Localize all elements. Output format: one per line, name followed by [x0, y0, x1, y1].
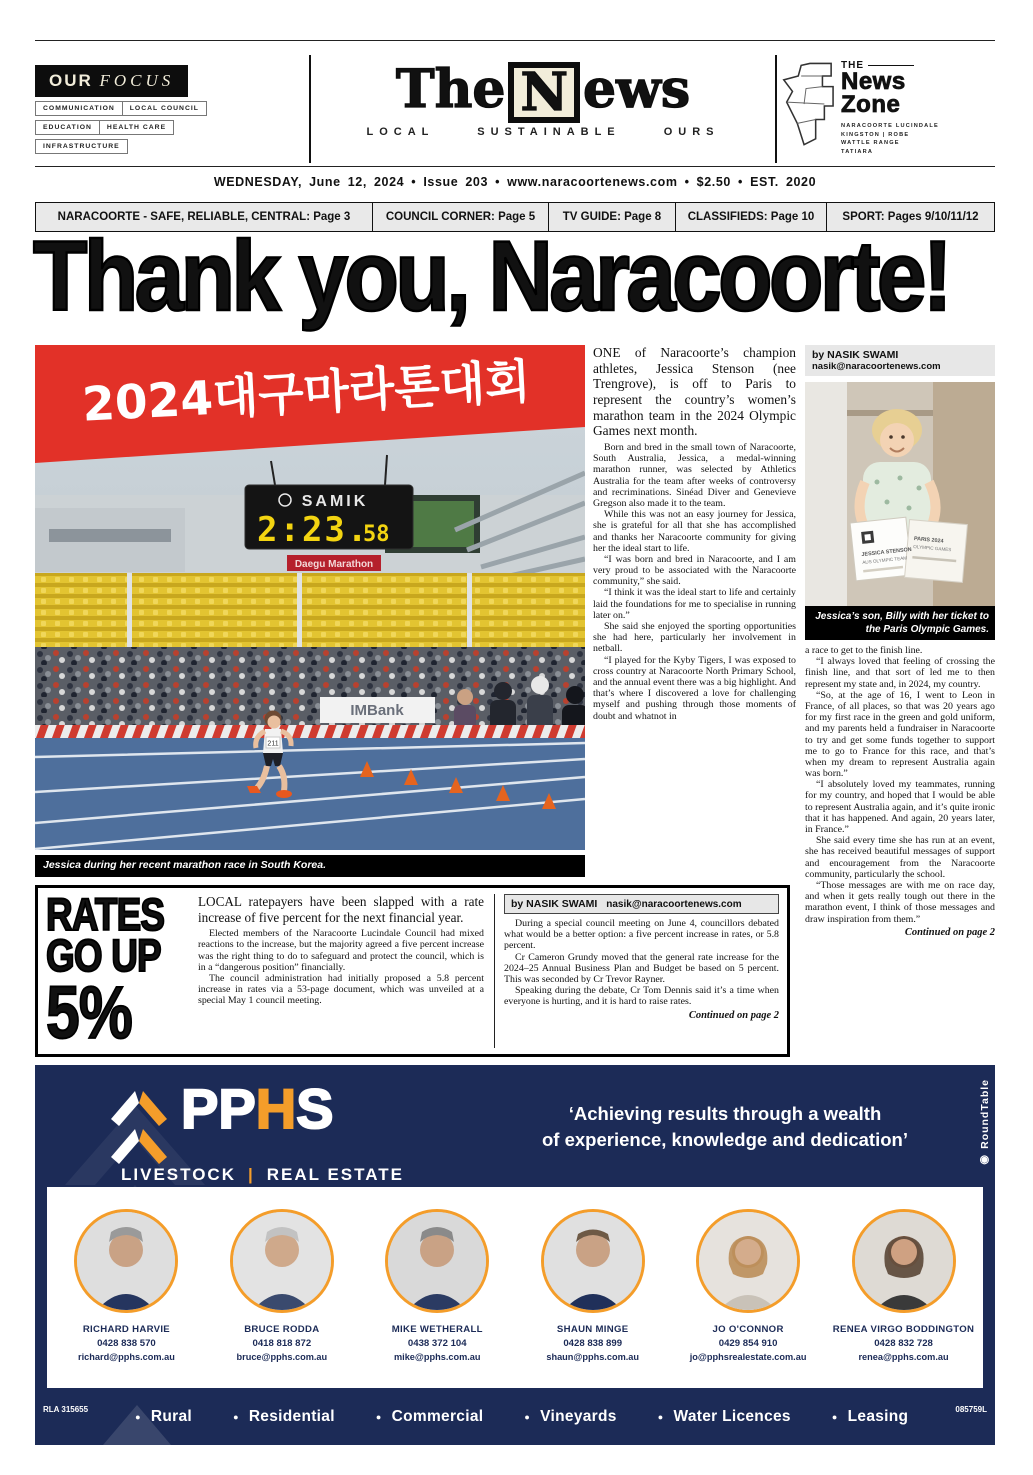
agent-headshot — [385, 1209, 489, 1313]
service-item: ● Rural — [135, 1407, 192, 1425]
agent-card — [50, 1209, 202, 1388]
rates-lede: LOCAL ratepayers have been slapped with a rate increase of five percent for the next financial year. — [198, 894, 484, 925]
divider: | — [247, 1165, 255, 1184]
focus-tag: EDUCATION — [35, 120, 100, 135]
focus-tag: HEALTH CARE — [99, 120, 174, 135]
rates-paragraph: Cr Cameron Grundy moved that the general rate increase for the 2024–25 Annual Business Plan and Budget be based on 5 percent. This was seconded by Cr Trevor Rayner. — [504, 951, 779, 985]
rates-paragraph: Elected members of the Naracoorte Lucindale Council had mixed reactions to the increase, but the majority agreed a five percent increase was the right thing to do to safeguard and protect the council, which is in a “dangerous position” financially. — [198, 928, 484, 973]
newszone-zone: Zone — [841, 90, 901, 118]
clock-time: 2:23. — [257, 510, 370, 550]
bullet-icon: ● — [524, 1411, 531, 1422]
zone-region: TATIARA — [841, 149, 874, 156]
rates-column-1 — [198, 894, 494, 1048]
masthead — [309, 55, 777, 163]
clock-brand: SAMIK — [301, 493, 369, 510]
pphs-chevron-icon — [107, 1081, 171, 1167]
nav-item-tv-guide[interactable]: TV GUIDE: Page 8 — [549, 203, 676, 231]
roundtable-icon: ◉ — [979, 1152, 991, 1167]
ticket-name: JESSICA STENSON — [861, 546, 913, 559]
story-paragraph: a race to get to the finish line. — [805, 645, 923, 656]
nav-item-sport[interactable]: SPORT: Pages 9/10/11/12 — [842, 211, 979, 223]
service-item: ● Leasing — [831, 1407, 909, 1425]
service-item: ● Residential — [233, 1407, 335, 1425]
clock-seconds: 58 — [363, 522, 390, 547]
masthead-tagline: LOCAL SUSTAINABLE OURS — [366, 126, 720, 139]
our-focus-title — [35, 65, 188, 97]
bullet-icon: ● — [831, 1411, 838, 1422]
rates-byline-box — [504, 894, 779, 914]
door — [933, 382, 995, 640]
bullet-icon: ● — [657, 1411, 664, 1422]
ad-code: 085759L — [955, 1405, 987, 1414]
pphs-wordmark: PPHS — [181, 1077, 334, 1140]
agent-card — [672, 1209, 824, 1388]
agent-email[interactable]: bruce@pphs.com.au — [236, 1352, 328, 1362]
top-rule — [35, 40, 995, 41]
agent-headshot — [696, 1209, 800, 1313]
agent-email[interactable]: shaun@pphs.com.au — [546, 1352, 640, 1362]
our-focus-title-light: FOCUS — [99, 71, 175, 90]
masthead-the: The — [395, 59, 506, 120]
story-paragraph: “I played for the Kyby Tigers, I was exposed to cross country at Naracoorte North Primary School, and the annual event there was a big highlight. And that’s where I discovered a love for challenging myself and pushing through those moments of doubt and whatnot in — [593, 654, 796, 722]
story-paragraph: She said she enjoyed the sporting opportunities she had here, particularly her involvement in netball. — [593, 621, 796, 655]
our-focus-title-bold: OUR — [49, 71, 93, 90]
billy-photo-illustration — [805, 382, 995, 640]
agent-headshot — [74, 1209, 178, 1313]
fridge — [805, 382, 847, 640]
story-paragraph: She said every time she has run at an event, she has received beautiful messages of support and encouragement from the Naracoorte community, particularly the school. — [805, 835, 995, 880]
rates-headline-line: RATES — [46, 889, 165, 940]
story-paragraph: While this was not an easy journey for Jessica, she is grateful for all that she has accomplished and thanks her Naracoorte community for giving her the ideal start to life. — [593, 509, 796, 554]
story-paragraph: “So, at the age of 16, I went to Leon in France, of all places, so that was 20 years ago for my first race in the green and gold uniform, and my parents held a fundraiser in Naracoorte to try and get some funds together to support me to go to France for this race, and that’s when my dream to represent Australia again was born.” — [805, 689, 995, 780]
newszone-map-icon — [777, 61, 835, 149]
story-paragraph: “I was born and bred in Naracoorte, and I am very proud to be associated with the Naracoorte community,” she said. — [593, 553, 796, 588]
agent-email[interactable]: renea@pphs.com.au — [858, 1352, 949, 1362]
agent-card — [361, 1209, 513, 1388]
rates-continued-note: Continued on page 2 — [688, 1009, 779, 1021]
focus-tag-row-2 — [35, 116, 309, 135]
byline-email[interactable]: nasik@naracoortenews.com — [812, 361, 941, 372]
focus-tag: INFRASTRUCTURE — [35, 139, 128, 154]
story-column-2 — [805, 345, 995, 1060]
rates-paragraph: During a special council meeting on June 4, councillors debated what would be a better option: a five percent increase in rates, or 5.8 percent. — [504, 918, 779, 952]
agent-name: JO O'CONNOR — [712, 1324, 784, 1335]
division-livestock: LIVESTOCK — [121, 1165, 236, 1184]
agent-phone[interactable]: 0438 372 104 — [407, 1338, 467, 1349]
division-realestate: REAL ESTATE — [266, 1165, 404, 1184]
agent-email[interactable]: jo@pphsrealestate.com.au — [689, 1352, 807, 1362]
clock-tag: Daegu Marathon — [294, 559, 374, 570]
ad-quote: ‘Achieving results through a wealth of experience, knowledge and dedication’ — [542, 1103, 908, 1150]
continued-note: Continued on page 2 — [904, 926, 995, 938]
story-column-1 — [593, 345, 796, 882]
rla-number: RLA 315655 — [43, 1405, 89, 1414]
focus-tag: LOCAL COUNCIL — [122, 101, 207, 116]
newszone-the: THE — [841, 61, 939, 71]
service-item: ● Water Licences — [657, 1407, 791, 1425]
zone-region: KINGSTON | ROBE — [841, 131, 910, 138]
rates-headline-line: GO UP — [46, 930, 161, 982]
nav-item-classifieds[interactable]: CLASSIFIEDS: Page 10 — [676, 203, 827, 231]
story-paragraph: “I always loved that feeling of crossing the finish line, and that sort of led me to then represent my state and, in 2024, my country. — [805, 656, 995, 690]
bullet-icon: ● — [233, 1411, 239, 1422]
roundtable-badge: ◉ RoundTable — [979, 1079, 991, 1167]
billy-photo — [805, 382, 995, 640]
rates-byline-email[interactable]: nasik@naracoortenews.com — [606, 899, 742, 910]
bullet-icon: ● — [375, 1411, 382, 1422]
focus-tag-row-3 — [35, 135, 309, 154]
newszone-text — [841, 61, 939, 157]
ticket-games: OLYMPIC GAMES — [913, 544, 952, 553]
agent-phone[interactable]: 0428 838 570 — [97, 1338, 156, 1349]
service-item: ● Commercial — [375, 1407, 484, 1425]
agent-phone[interactable]: 0429 854 910 — [718, 1338, 778, 1349]
agent-card — [517, 1209, 669, 1388]
zone-region: WATTLE RANGE — [841, 140, 900, 147]
masthead-n-box: N — [508, 62, 580, 123]
pphs-advertisement — [35, 1065, 995, 1445]
agent-headshot — [852, 1209, 956, 1313]
story-paragraph: Born and bred in the small town of Naracoorte, South Australia, Jessica, a medal-winning marathon runner, was selected by Athletics Australia for the team after weeks of controversy and recriminations. Sinéad Diver and Genevieve Gregson also made it to the team. — [593, 442, 796, 509]
dateline: WEDNESDAY, June 12, 2024 • Issue 203 • www.naracoortenews.com • $2.50 • EST. 2020 — [213, 175, 817, 189]
main-photo — [35, 345, 585, 872]
olympic-tickets — [850, 517, 967, 582]
rates-paragraph: The council administration had initially proposed a 5.8 percent increase in rates via a 53-page document, which was unveiled at a special May 1 council meeting. — [198, 972, 484, 1007]
pphs-h: H — [255, 1077, 297, 1140]
rates-byline-author: by NASIK SWAMI — [511, 898, 598, 910]
rates-headline-percent: 5% — [46, 970, 133, 1054]
agent-name: MIKE WETHERALL — [391, 1324, 483, 1335]
ticket-team: AUS OLYMPIC TEAM — [862, 555, 908, 566]
agent-name: RICHARD HARVIE — [82, 1324, 171, 1335]
service-item: ● Vineyards — [524, 1407, 617, 1425]
nav-item-naracoorte[interactable]: NARACOORTE - SAFE, RELIABLE, CENTRAL: Page 3 — [36, 203, 373, 231]
agent-name: SHAUN MINGE — [556, 1324, 629, 1335]
runner-bib: 211 — [267, 740, 279, 748]
agent-name: RENEA VIRGO BODDINGTON — [832, 1324, 975, 1335]
services-list — [94, 1408, 949, 1426]
rates-column-2 — [494, 894, 779, 1048]
barrier-tape — [35, 725, 585, 738]
main-photo-caption: Jessica during her recent marathon race in South Korea. — [35, 855, 585, 877]
newszone-regions — [841, 122, 939, 158]
ad-services-bar — [35, 1388, 995, 1445]
rates-paragraph: Speaking during the debate, Cr Tom Dennis said it’s a time when everyone is hurting, and it is hard to raise rates. — [504, 985, 779, 1008]
focus-tag: COMMUNICATION — [35, 101, 123, 116]
newszone-news: News — [841, 68, 906, 95]
newszone-logo — [777, 55, 995, 163]
agent-name: BRUCE RODDA — [244, 1324, 320, 1335]
agent-headshot — [541, 1209, 645, 1313]
banner-text: 2024대구마라톤대회 — [80, 354, 532, 433]
nav-item-council-corner[interactable]: COUNCIL CORNER: Page 5 — [373, 203, 549, 231]
our-focus-box — [35, 55, 309, 163]
story-paragraph: “Those messages are with me on race day, and when it gets really tough out there in the marathon event, I think of those messages and draw inspiration from them.” — [805, 879, 995, 925]
agent-headshot — [230, 1209, 334, 1313]
story-lede: ONE of Naracoorte’s champion athletes, Jessica Stenson (nee Trengrove), is off to Paris to represent the country’s women’s marathon team in the 2024 Olympic Games next month. — [593, 345, 796, 439]
focus-tag-row-1 — [35, 97, 309, 116]
rates-headline — [46, 889, 198, 1054]
yellow-bleachers — [35, 573, 585, 649]
agent-phone[interactable]: 0428 832 728 — [874, 1338, 933, 1349]
main-headline: Thank you, Naracoorte! — [33, 220, 949, 331]
story-paragraph: “I think it was the ideal start to life and certainly laid the foundations for me to specialise in running later on.” — [593, 587, 796, 621]
page-header — [35, 55, 995, 163]
pphs-logo — [107, 1077, 334, 1167]
agent-email[interactable]: mike@pphs.com.au — [393, 1352, 481, 1362]
bullet-icon: ● — [135, 1411, 141, 1422]
zone-region: NARACOORTE LUCINDALE — [841, 122, 939, 129]
byline-author: by NASIK SWAMI — [812, 349, 899, 361]
triangle-watermark — [103, 1405, 171, 1445]
byline-box — [805, 345, 995, 376]
agent-card — [206, 1209, 358, 1388]
sponsor-text: IMBank — [350, 702, 404, 719]
masthead-ews: ews — [583, 59, 691, 120]
story-paragraph: “I absolutely loved my teammates, running for my country, and hoped that I would be able to represent Australia again, and it’s quite ironic that it has happened. And again, 20 years later, in France.” — [805, 779, 995, 835]
ticket-paris: PARIS 2024 — [913, 536, 944, 545]
masthead-logo — [311, 59, 775, 123]
agent-phone[interactable]: 0418 818 872 — [252, 1338, 312, 1349]
marathon-photo-illustration — [35, 345, 585, 850]
agent-phone[interactable]: 0428 838 899 — [563, 1338, 623, 1349]
pphs-divisions — [121, 1165, 404, 1185]
agent-card — [828, 1209, 980, 1388]
rates-story-box — [35, 885, 790, 1057]
billy-photo-caption: Jessica’s son, Billy with her ticket to the Paris Olympic Games. — [805, 606, 995, 640]
agent-email[interactable]: richard@pphs.com.au — [78, 1352, 175, 1362]
header-rule — [35, 166, 995, 167]
agents-panel — [47, 1187, 983, 1388]
